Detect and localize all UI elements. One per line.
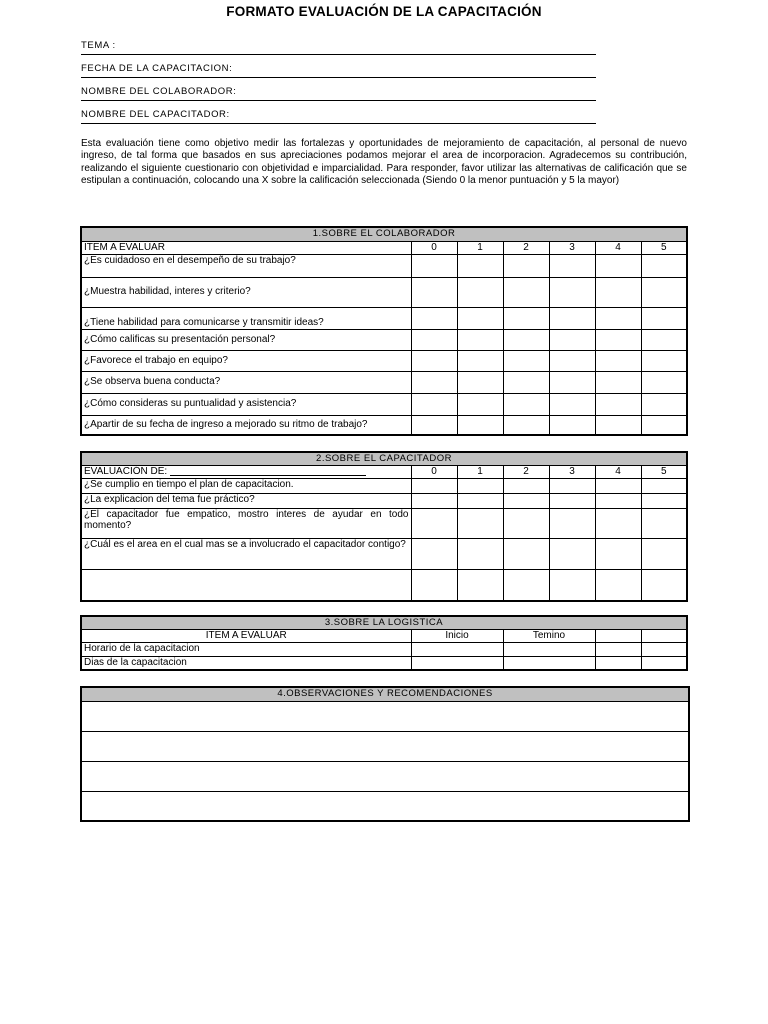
score-cell[interactable] [641,478,687,493]
empty-cell[interactable] [595,642,641,656]
question-text: ¿Cuál es el area en el cual mas se a involucrado el capacitador contigo? [81,538,411,569]
capacitador-field[interactable]: NOMBRE DEL CAPACITADOR: [81,109,596,124]
section-2-title: 2.SOBRE EL CAPACITADOR [81,452,687,465]
empty-cell [641,629,687,642]
score-cell[interactable] [457,254,503,277]
score-header: 1 [457,241,503,254]
question-text: ¿Apartir de su fecha de ingreso a mejorado su ritmo de trabajo? [81,415,411,435]
score-cell[interactable] [595,277,641,307]
score-cell[interactable] [503,415,549,435]
section-logistica-table [80,615,688,671]
score-cell[interactable] [595,393,641,415]
score-cell[interactable] [595,538,641,569]
score-cell[interactable] [595,329,641,350]
question-text[interactable] [81,569,411,601]
score-cell[interactable] [595,569,641,601]
score-cell[interactable] [641,508,687,538]
score-cell[interactable] [595,415,641,435]
question-text: ¿Cómo consideras su puntualidad y asistencia? [81,393,411,415]
score-header: 2 [503,241,549,254]
score-cell[interactable] [503,307,549,329]
item-header: ITEM A EVALUAR [81,241,411,254]
score-cell[interactable] [549,393,595,415]
score-cell[interactable] [503,508,549,538]
score-cell[interactable] [641,493,687,508]
score-cell[interactable] [503,478,549,493]
termino-cell[interactable] [503,656,595,670]
score-cell[interactable] [595,493,641,508]
inicio-cell[interactable] [411,642,503,656]
section-3-title: 3.SOBRE LA LOGISTICA [81,616,687,629]
score-cell[interactable] [503,493,549,508]
question-text: ¿Es cuidadoso en el desempeño de su trabajo? [81,254,411,277]
question-text: ¿Tiene habilidad para comunicarse y transmitir ideas? [81,307,411,329]
score-cell[interactable] [411,350,457,371]
score-cell[interactable] [411,329,457,350]
logistica-item: Horario de la capacitacion [81,642,411,656]
observation-line[interactable] [81,701,689,731]
section-capacitador-table [80,451,688,602]
score-cell[interactable] [641,569,687,601]
score-cell[interactable] [411,277,457,307]
inicio-cell[interactable] [411,656,503,670]
fecha-field[interactable]: FECHA DE LA CAPACITACION: [81,63,596,78]
empty-cell[interactable] [641,656,687,670]
score-cell[interactable] [457,538,503,569]
table-row [81,478,687,493]
score-cell[interactable] [503,329,549,350]
question-text: ¿El capacitador fue empatico, mostro interes de ayudar en todo momento? [81,508,411,538]
score-cell[interactable] [457,277,503,307]
score-header: 4 [595,465,641,478]
table-row [81,538,687,569]
score-cell[interactable] [549,371,595,393]
score-cell[interactable] [549,493,595,508]
score-cell[interactable] [457,393,503,415]
table-row [81,393,687,415]
score-header: 5 [641,241,687,254]
score-cell[interactable] [641,329,687,350]
evaluacion-de-blank[interactable] [170,466,366,476]
score-cell[interactable] [595,254,641,277]
score-cell[interactable] [457,508,503,538]
score-cell[interactable] [595,478,641,493]
termino-header: Temino [503,629,595,642]
question-text: ¿Favorece el trabajo en equipo? [81,350,411,371]
question-text: ¿La explicacion del tema fue práctico? [81,493,411,508]
score-cell[interactable] [411,393,457,415]
item-header: ITEM A EVALUAR [81,629,411,642]
score-cell[interactable] [549,508,595,538]
score-cell[interactable] [411,254,457,277]
score-cell[interactable] [457,415,503,435]
score-cell[interactable] [549,329,595,350]
score-header: 3 [549,465,595,478]
score-cell[interactable] [503,371,549,393]
score-header: 1 [457,465,503,478]
score-cell[interactable] [503,538,549,569]
termino-cell[interactable] [503,642,595,656]
score-cell[interactable] [549,350,595,371]
score-cell[interactable] [503,350,549,371]
score-cell[interactable] [457,371,503,393]
score-cell[interactable] [641,254,687,277]
score-cell[interactable] [641,307,687,329]
score-cell[interactable] [457,478,503,493]
score-cell[interactable] [549,569,595,601]
table-row [81,277,687,307]
empty-cell[interactable] [641,642,687,656]
table-row [81,508,687,538]
score-cell[interactable] [411,493,457,508]
table-row [81,254,687,277]
score-cell[interactable] [595,371,641,393]
logistica-item: Dias de la capacitacion [81,656,411,670]
empty-cell[interactable] [595,656,641,670]
score-cell[interactable] [549,538,595,569]
score-cell[interactable] [411,538,457,569]
score-cell[interactable] [595,508,641,538]
score-cell[interactable] [411,478,457,493]
score-header: 3 [549,241,595,254]
score-cell[interactable] [503,393,549,415]
score-cell[interactable] [411,307,457,329]
score-cell[interactable] [503,254,549,277]
table-row [81,493,687,508]
observation-line[interactable] [81,791,689,821]
colaborador-field[interactable]: NOMBRE DEL COLABORADOR: [81,86,596,101]
score-cell[interactable] [411,371,457,393]
table-row [81,329,687,350]
question-text: ¿Se cumplio en tiempo el plan de capacitacion. [81,478,411,493]
question-text: ¿Muestra habilidad, interes y criterio? [81,277,411,307]
form-title: FORMATO EVALUACIÓN DE LA CAPACITACIÓN [226,4,542,19]
table-row [81,307,687,329]
score-cell[interactable] [549,307,595,329]
score-cell[interactable] [641,538,687,569]
table-row [81,656,687,670]
question-text: ¿Se observa buena conducta? [81,371,411,393]
score-cell[interactable] [641,371,687,393]
table-row [81,371,687,393]
score-header: 0 [411,465,457,478]
score-cell[interactable] [641,415,687,435]
section-observaciones-table [80,686,690,822]
score-cell[interactable] [549,254,595,277]
score-cell[interactable] [411,415,457,435]
score-cell[interactable] [595,307,641,329]
score-cell[interactable] [503,277,549,307]
table-row [81,642,687,656]
tema-field[interactable]: TEMA : [81,40,596,55]
observation-line[interactable] [81,731,689,761]
score-header: 4 [595,241,641,254]
score-cell[interactable] [549,478,595,493]
score-cell[interactable] [641,277,687,307]
evaluacion-de-label: EVALUACIÓN DE: [84,465,168,477]
score-cell[interactable] [457,350,503,371]
score-cell[interactable] [503,569,549,601]
score-cell[interactable] [457,493,503,508]
intro-paragraph: Esta evaluación tiene como objetivo medir las fortalezas y oportunidades de mejoramiento de capacitación, al personal de nuevo ingreso, de tal forma que basados en sus apreciaciones podamos mejorar el area de incorporacion. Agradecemos su contribución, realizando el siguiente cuestionario con objetividad e imparcialidad. Para responder, favor utilizar las alternativas de calificación que se estipulan a continuación, colocando una X sobre la calificación seleccionada (Siendo 0 la menor puntuación y 5 la mayor) [81,138,687,186]
score-cell[interactable] [457,569,503,601]
score-cell[interactable] [641,350,687,371]
observation-line[interactable] [81,761,689,791]
score-cell[interactable] [457,329,503,350]
score-cell[interactable] [549,415,595,435]
section-1-title: 1.SOBRE EL COLABORADOR [81,227,687,241]
score-header: 0 [411,241,457,254]
empty-cell [595,629,641,642]
score-cell[interactable] [595,350,641,371]
score-cell[interactable] [549,277,595,307]
section-colaborador-table [80,226,688,436]
table-row [81,415,687,435]
score-header: 2 [503,465,549,478]
table-row [81,569,687,601]
score-cell[interactable] [457,307,503,329]
evaluacion-de-header [81,465,411,478]
score-cell[interactable] [641,393,687,415]
section-4-title: 4.OBSERVACIONES Y RECOMENDACIONES [81,687,689,701]
score-cell[interactable] [411,569,457,601]
inicio-header: Inicio [411,629,503,642]
question-text: ¿Cómo calificas su presentación personal? [81,329,411,350]
table-row [81,350,687,371]
score-cell[interactable] [411,508,457,538]
score-header: 5 [641,465,687,478]
